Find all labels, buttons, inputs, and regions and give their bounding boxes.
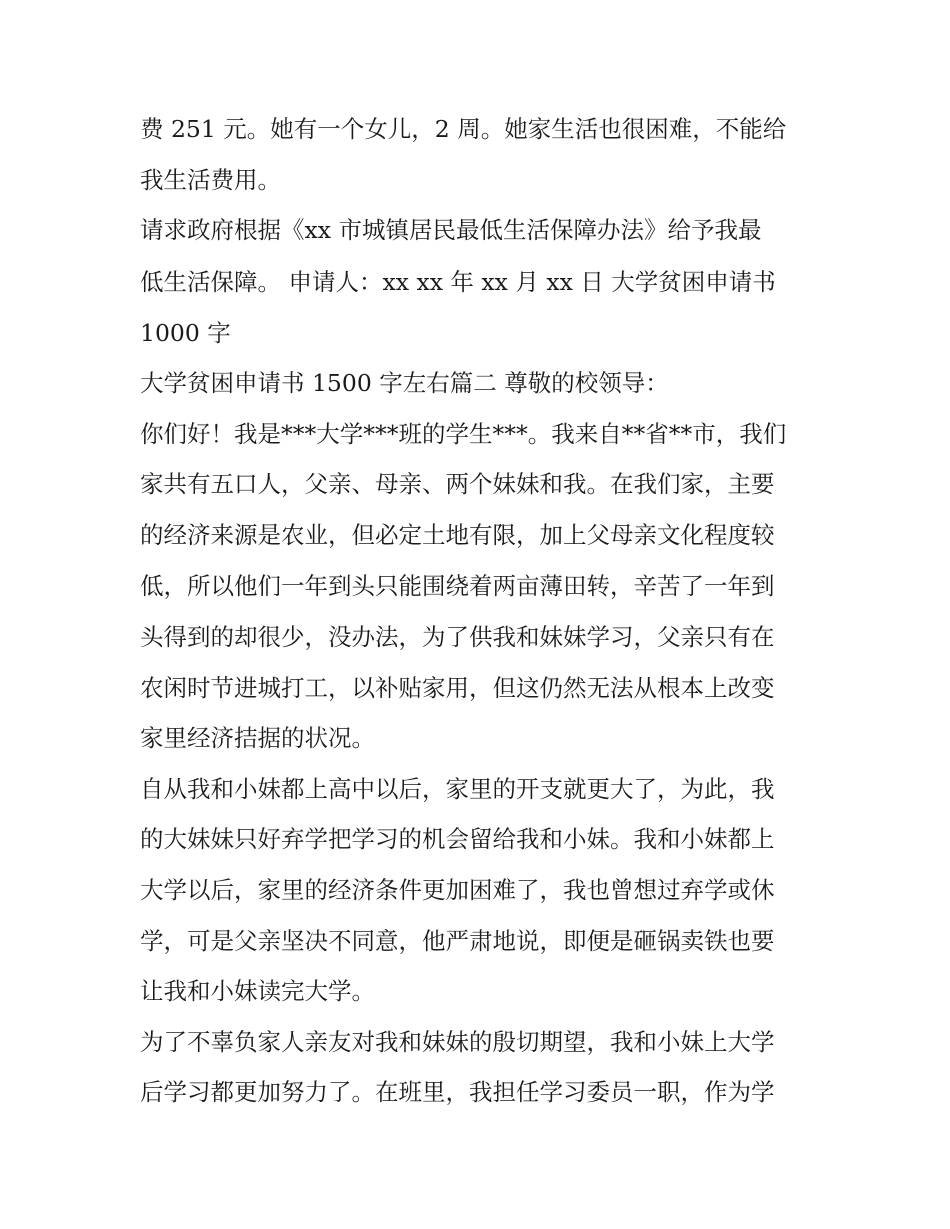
text-line: 让我和小妹读完大学。 (140, 977, 375, 1005)
text-line: 自从我和小妹都上高中以后，家里的开支就更大了，为此，我 (140, 775, 775, 803)
text-line: 的经济来源是农业，但必定土地有限，加上父母亲文化程度较 (140, 521, 775, 549)
text-line: 1000 字 (140, 319, 231, 347)
text-line: 大学以后，家里的经济条件更加困难了，我也曾想过弃学或休 (140, 876, 775, 904)
text-line: 低，所以他们一年到头只能围绕着两亩薄田转，辛苦了一年到 (140, 572, 775, 600)
text-line: 请求政府根据《xx 市城镇居民最低生活保障办法》给予我最 (140, 216, 762, 244)
text-line: 后学习都更加努力了。在班里，我担任学习委员一职，作为学 (140, 1078, 775, 1106)
text-line: 你们好！我是***大学***班的学生***。我来自**省**市，我们 (140, 420, 787, 448)
text-line: 学，可是父亲坚决不同意，他严肃地说，即便是砸锅卖铁也要 (140, 927, 775, 955)
text-line: 我生活费用。 (140, 166, 281, 194)
text-line: 家里经济拮据的状况。 (140, 724, 375, 752)
text-line: 的大妹妹只好弃学把学习的机会留给我和小妹。我和小妹都上 (140, 825, 775, 853)
text-line: 头得到的却很少，没办法，为了供我和妹妹学习，父亲只有在 (140, 623, 775, 651)
text-line: 家共有五口人，父亲、母亲、两个妹妹和我。在我们家，主要 (140, 470, 775, 498)
text-line: 大学贫困申请书 1500 字左右篇二 尊敬的校领导： (140, 369, 669, 397)
text-line: 为了不辜负家人亲友对我和妹妹的殷切期望，我和小妹上大学 (140, 1028, 775, 1056)
text-line: 低生活保障。 申请人：xx xx 年 xx 月 xx 日 大学贫困申请书 (140, 268, 776, 296)
text-line: 费 251 元。她有一个女儿，2 周。她家生活也很困难，不能给 (140, 115, 787, 143)
text-line: 农闲时节进城打工，以补贴家用，但这仍然无法从根本上改变 (140, 674, 775, 702)
